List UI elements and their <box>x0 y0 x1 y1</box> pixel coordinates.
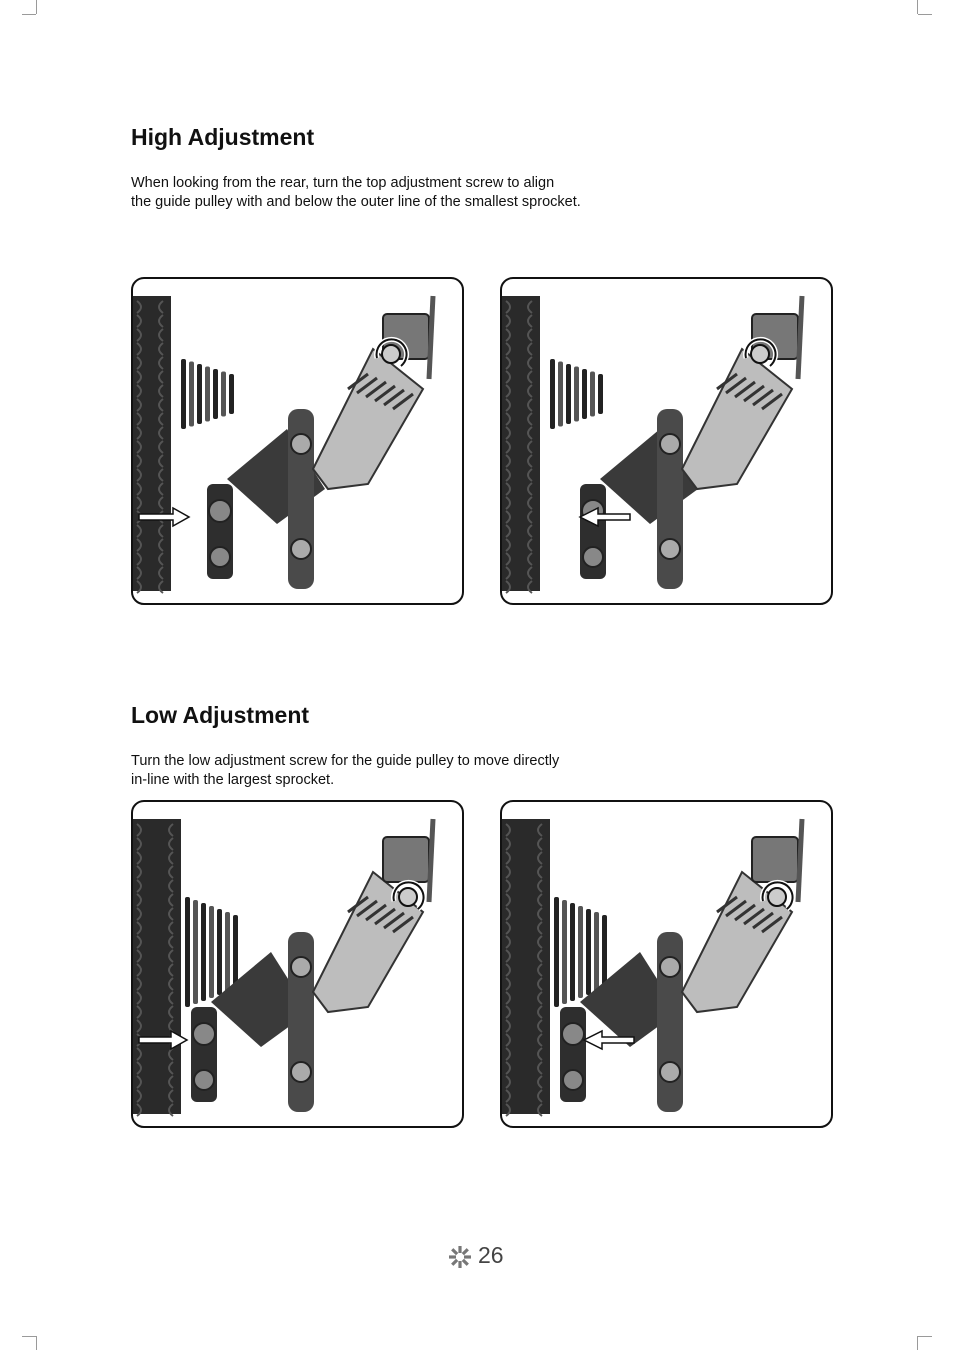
low-adjustment-figure-before <box>131 800 464 1128</box>
derailleur-illustration <box>502 802 833 1128</box>
low-adjustment-instructions <box>131 752 651 790</box>
tire <box>502 819 550 1116</box>
high-adjustment-figure-after <box>500 277 833 605</box>
crop-mark <box>22 14 36 15</box>
tension-pulley <box>563 1070 583 1090</box>
tension-pulley <box>210 547 230 567</box>
rear-derailleur <box>288 819 433 1112</box>
crop-mark <box>917 1336 918 1350</box>
crop-mark <box>36 0 37 14</box>
page-number: 26 <box>478 1242 504 1268</box>
low-adjustment-title: Low Adjustment <box>131 702 310 728</box>
derailleur-mount <box>752 837 798 882</box>
crop-mark <box>917 0 918 14</box>
rear-derailleur <box>657 819 802 1112</box>
cable <box>798 296 802 379</box>
derailleur-illustration <box>133 279 464 605</box>
adjustment-screw <box>751 345 769 363</box>
instruction-line: in-line with the largest sprocket. <box>131 772 335 788</box>
guide-pulley <box>193 1023 215 1045</box>
derailleur-mount <box>383 837 429 882</box>
tension-pulley <box>583 547 603 567</box>
cassette <box>181 359 234 429</box>
guide-pulley <box>209 500 231 522</box>
cable <box>429 819 433 902</box>
rear-derailleur <box>657 296 802 589</box>
rear-derailleur <box>288 296 433 589</box>
tire <box>502 296 540 593</box>
instruction-line: Turn the low adjustment screw for the guide pulley to move directly <box>131 753 560 769</box>
derailleur-illustration <box>502 279 833 605</box>
crop-mark <box>918 1336 932 1337</box>
tension-pulley <box>194 1070 214 1090</box>
adjustment-screw <box>768 888 786 906</box>
guide-pulley <box>562 1023 584 1045</box>
derailleur-illustration <box>133 802 464 1128</box>
crop-mark <box>36 1336 37 1350</box>
tire <box>133 296 171 593</box>
high-adjustment-instructions <box>131 174 651 212</box>
high-adjustment-figure-before <box>131 277 464 605</box>
instruction-line: When looking from the rear, turn the top adjustment screw to align <box>131 175 555 191</box>
low-adjustment-figure-after <box>500 800 833 1128</box>
adjustment-screw <box>382 345 400 363</box>
crop-mark <box>22 1336 36 1337</box>
adjustment-screw <box>399 888 417 906</box>
cable <box>429 296 433 379</box>
gear-cog-icon <box>449 1246 471 1268</box>
cable <box>798 819 802 902</box>
high-adjustment-title: High Adjustment <box>131 124 315 150</box>
tire <box>133 819 181 1116</box>
crop-mark <box>918 14 932 15</box>
instruction-line: the guide pulley with and below the outer line of the smallest sprocket. <box>131 194 581 210</box>
cassette <box>550 359 603 429</box>
